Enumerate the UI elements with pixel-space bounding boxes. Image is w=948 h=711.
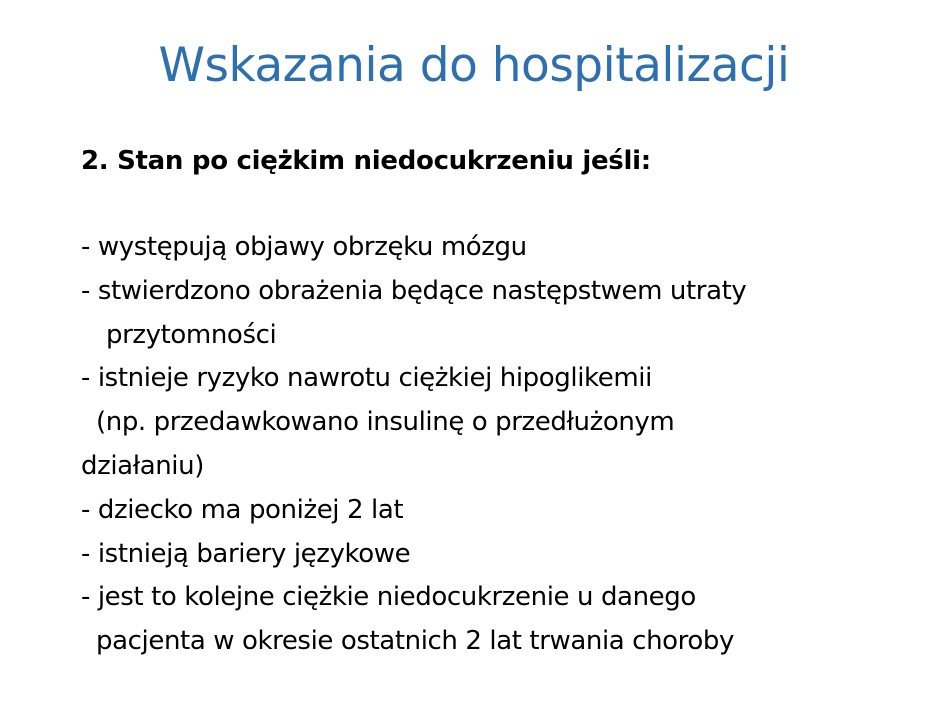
list-item-injuries: - stwierdzono obrażenia będące następstwem utraty: [81, 275, 747, 306]
slide-content: [81, 140, 921, 664]
list-item-repeated-hypoglycemia: - jest to kolejne ciężkie niedocukrzenie u danego: [81, 582, 696, 613]
slide-title: Wskazania do hospitalizacji: [158, 38, 790, 93]
list-item-child-age: - dziecko ma poniżej 2 lat: [81, 494, 404, 525]
list-item-repeated-hypoglycemia-continued: pacjenta w okresie ostatnich 2 lat trwania choroby: [96, 626, 734, 657]
list-item-recurrence-risk-example: (np. przedawkowano insulinę o przedłużonym: [96, 407, 675, 438]
spacer: [81, 183, 921, 226]
list-item-recurrence-risk: - istnieje ryzyko nawrotu ciężkiej hipoglikemii: [81, 363, 652, 394]
section-heading: 2. Stan po ciężkim niedocukrzeniu jeśli:: [81, 146, 651, 176]
list-item-language-barriers: - istnieją bariery językowe: [81, 538, 411, 569]
list-item-injuries-continued: przytomności: [106, 319, 277, 350]
list-item-recurrence-risk-example-continued: działaniu): [81, 450, 204, 481]
list-item-cerebral-edema: - występują objawy obrzęku mózgu: [81, 232, 527, 262]
